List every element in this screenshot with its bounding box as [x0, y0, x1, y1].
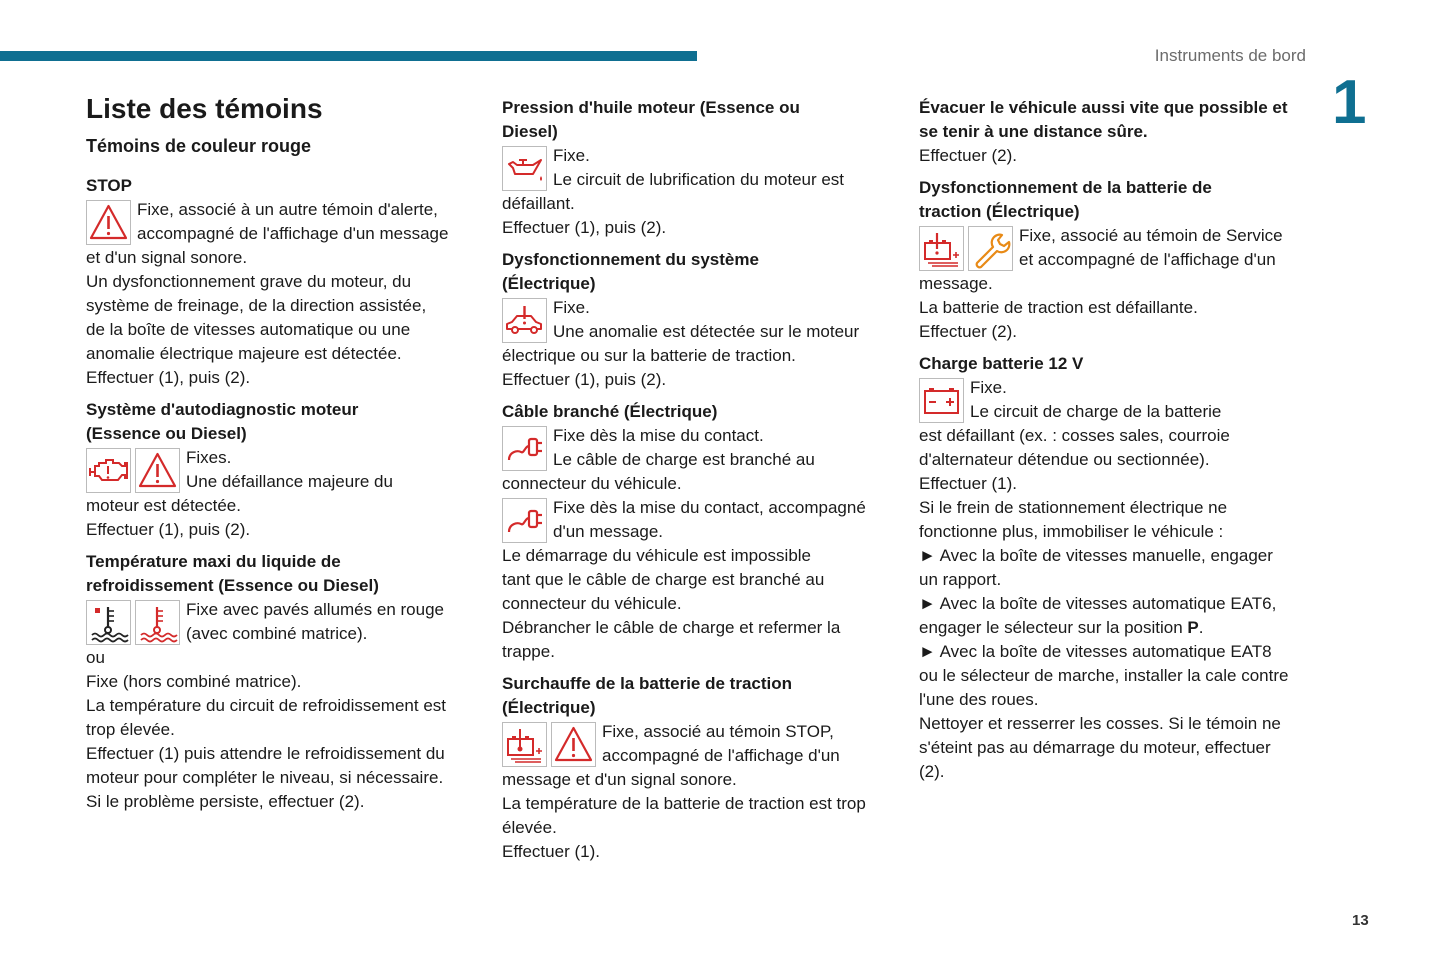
entry-heading: Câble branché (Électrique) [502, 402, 718, 421]
entry-heading: STOP [86, 176, 132, 195]
entry-heading: Température maxi du liquide de [86, 552, 341, 571]
icon-group [919, 378, 964, 423]
entry-text: s'éteint pas au démarrage du moteur, effectuer [919, 738, 1271, 757]
entry-text: message. [919, 274, 993, 293]
cable-entry [502, 396, 897, 664]
entry-text: de la boîte de vitesses automatique ou une [86, 320, 411, 339]
traction-battery-temperature-icon [502, 722, 547, 767]
warning-triangle-icon [551, 722, 596, 767]
icon-group [502, 298, 547, 343]
entry-text: d'alternateur détendue ou sectionnée). [919, 450, 1210, 469]
warning-text: se tenir à une distance sûre. [919, 122, 1148, 141]
entry-text: Le démarrage du véhicule est impossible [502, 546, 812, 565]
entry-text: un rapport. [919, 570, 1002, 589]
entry-text: Fixe. [970, 378, 1007, 397]
entry-text: Effectuer (1), puis (2). [502, 218, 667, 237]
entry-heading: (Électrique) [502, 274, 596, 293]
entry-heading: (Essence ou Diesel) [86, 424, 247, 443]
column-1 [86, 92, 476, 814]
section-subheading: Témoins de couleur rouge [86, 136, 312, 156]
entry-text: système de freinage, de la direction assistée, [86, 296, 427, 315]
entry-text: Fixe dès la mise du contact, accompagné [553, 498, 866, 517]
icon-group [919, 226, 1013, 271]
entry-text: La batterie de traction est défaillante. [919, 298, 1198, 317]
entry-text: connecteur du véhicule. [502, 474, 682, 493]
entry-text: Fixe. [553, 146, 590, 165]
entry-text: Effectuer (1), puis (2). [86, 520, 251, 539]
entry-heading: Dysfonctionnement du système [502, 250, 759, 269]
entry-text: Effectuer (2). [919, 322, 1017, 341]
entry-heading: traction (Électrique) [919, 202, 1080, 221]
entry-text: moteur est détectée. [86, 496, 241, 515]
oil-pressure-entry [502, 96, 897, 240]
entry-text: Fixe, associé au témoin STOP, [602, 722, 834, 741]
entry-text: Le câble de charge est branché au [553, 450, 815, 469]
entry-heading: refroidissement (Essence ou Diesel) [86, 576, 379, 595]
charging-plug-icon [502, 498, 547, 543]
oil-pressure-icon [502, 146, 547, 191]
entry-heading: (Électrique) [502, 698, 596, 717]
entry-text: Une défaillance majeure du [186, 472, 393, 491]
entry-heading: Système d'autodiagnostic moteur [86, 400, 359, 419]
entry-text: Le circuit de charge de la batterie [970, 402, 1222, 421]
entry-text: et accompagné de l'affichage d'un [1019, 250, 1276, 269]
entry-heading: Pression d'huile moteur (Essence ou [502, 98, 800, 117]
engine-check-icon [86, 448, 131, 493]
entry-text: ► Avec la boîte de vitesses automatique EAT6, [919, 594, 1277, 613]
system-fault-entry [502, 244, 897, 392]
entry-text: Fixe. [553, 298, 590, 317]
warning-triangle-icon [86, 200, 131, 245]
icon-group [502, 498, 547, 543]
icon-group [502, 146, 547, 191]
entry-text: Une anomalie est détectée sur le moteur [553, 322, 860, 341]
entry-heading: Surchauffe de la batterie de traction [502, 674, 793, 693]
entry-heading: Dysfonctionnement de la batterie de [919, 178, 1212, 197]
entry-text: électrique ou sur la batterie de traction. [502, 346, 796, 365]
icon-group [86, 448, 180, 493]
battery-12v-entry [919, 348, 1314, 784]
evacuate-entry [919, 96, 1314, 168]
icon-group [86, 200, 131, 245]
entry-text: défaillant. [502, 194, 575, 213]
entry-text-part: engager le sélecteur sur la position [919, 618, 1188, 637]
entry-text: accompagné de l'affichage d'un message [137, 224, 449, 243]
entry-heading: Diesel) [502, 122, 558, 141]
entry-text: Si le frein de stationnement électrique ne [919, 498, 1228, 517]
traction-battery-fault-entry [919, 172, 1314, 344]
entry-text: Nettoyer et resserrer les cosses. Si le témoin ne [919, 714, 1281, 733]
charging-plug-icon [502, 426, 547, 471]
entry-text: Effectuer (1), puis (2). [86, 368, 251, 387]
entry-text [919, 616, 1314, 640]
header-accent-bar [0, 51, 697, 61]
warning-text: Évacuer le véhicule aussi vite que possible et [919, 98, 1288, 117]
page-number: 13 [1352, 912, 1369, 929]
entry-text: trop élevée. [86, 720, 175, 739]
entry-text: Effectuer (1). [919, 474, 1017, 493]
entry-text: Effectuer (2). [919, 146, 1017, 165]
page-heading: Liste des témoins [86, 93, 323, 124]
warning-triangle-icon [135, 448, 180, 493]
entry-text: Fixes. [186, 448, 232, 467]
icon-group [502, 426, 547, 471]
entry-text: La température de la batterie de traction est trop [502, 794, 866, 813]
entry-text: ou [86, 648, 105, 667]
entry-text: connecteur du véhicule. [502, 594, 682, 613]
entry-text: trappe. [502, 642, 555, 661]
entry-text: La température du circuit de refroidissement est [86, 696, 447, 715]
entry-text: Effectuer (1), puis (2). [502, 370, 667, 389]
entry-text: Fixe avec pavés allumés en rouge [186, 600, 444, 619]
entry-text: Un dysfonctionnement grave du moteur, du [86, 272, 412, 291]
coolant-entry [86, 546, 476, 814]
entry-text: accompagné de l'affichage d'un [602, 746, 840, 765]
section-title: Instruments de bord [1154, 46, 1306, 65]
entry-text: Si le problème persiste, effectuer (2). [86, 792, 365, 811]
position-p-label: P [1187, 618, 1199, 637]
entry-text: Effectuer (1). [502, 842, 600, 861]
battery-12v-icon [919, 378, 964, 423]
entry-text: fonctionne plus, immobiliser le véhicule : [919, 522, 1224, 541]
chapter-number: 1 [1332, 68, 1367, 137]
entry-heading: Charge batterie 12 V [919, 354, 1084, 373]
traction-battery-fault-icon [919, 226, 964, 271]
entry-text: ► Avec la boîte de vitesses automatique EAT8 [919, 642, 1272, 661]
icon-group [502, 722, 596, 767]
icon-group [86, 600, 180, 645]
entry-text: Débrancher le câble de charge et refermer la [502, 618, 841, 637]
car-fault-icon [502, 298, 547, 343]
entry-text: ► Avec la boîte de vitesses manuelle, engager [919, 546, 1273, 565]
entry-text: ou le sélecteur de marche, installer la cale contre [919, 666, 1289, 685]
entry-text: tant que le câble de charge est branché au [502, 570, 825, 589]
entry-text: Fixe, associé à un autre témoin d'alerte, [137, 200, 438, 219]
service-wrench-icon [968, 226, 1013, 271]
autodiag-entry [86, 394, 476, 542]
stop-entry [86, 170, 476, 390]
column-2 [502, 96, 897, 864]
entry-text: Effectuer (1) puis attendre le refroidissement du [86, 744, 445, 763]
coolant-temperature-dot-icon [86, 600, 131, 645]
entry-text: et d'un signal sonore. [86, 248, 248, 267]
column-3 [919, 96, 1314, 784]
entry-text: l'une des roues. [919, 690, 1039, 709]
entry-text: d'un message. [553, 522, 664, 541]
entry-text: Fixe (hors combiné matrice). [86, 672, 302, 691]
entry-text: est défaillant (ex. : cosses sales, courroie [919, 426, 1230, 445]
entry-text: moteur pour compléter le niveau, si nécessaire. [86, 768, 444, 787]
coolant-temperature-icon [135, 600, 180, 645]
entry-text: message et d'un signal sonore. [502, 770, 737, 789]
entry-text-part: . [1198, 618, 1204, 637]
entry-text: Le circuit de lubrification du moteur est [553, 170, 845, 189]
battery-overheat-entry [502, 668, 897, 864]
entry-text: anomalie électrique majeure est détectée. [86, 344, 402, 363]
entry-text: Fixe dès la mise du contact. [553, 426, 764, 445]
entry-text: élevée. [502, 818, 557, 837]
entry-text: Fixe, associé au témoin de Service [1019, 226, 1283, 245]
entry-text: (avec combiné matrice). [186, 624, 368, 643]
entry-text: (2). [919, 762, 945, 781]
